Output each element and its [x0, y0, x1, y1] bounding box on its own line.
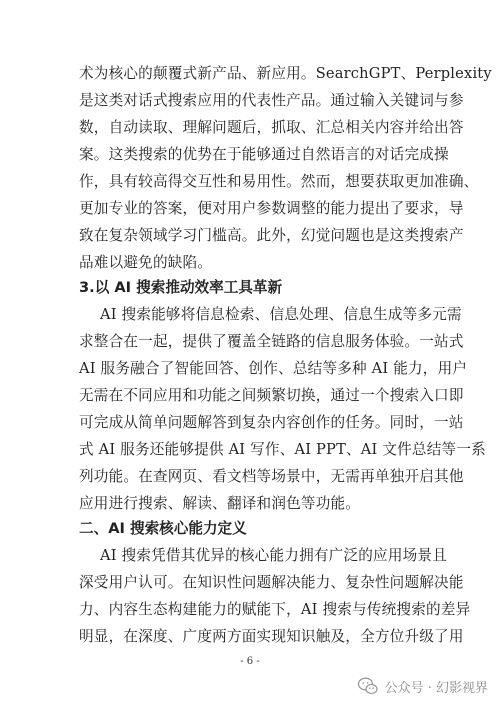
page-number: - 6 -	[240, 656, 260, 667]
wechat-icon	[357, 675, 379, 697]
paragraph3-line-2: 深受用户认可。在知识性问题解决能力、复杂性问题解决能	[79, 574, 464, 591]
paragraph2-line-5: 可完成从简单问题解答到复杂内容创作的任务。同时，一站	[79, 414, 464, 431]
paragraph1-line-2: 是这类对话式搜索应用的代表性产品。通过输入关键词与参	[79, 92, 464, 109]
watermark-text: 公众号 · 幻影视界	[384, 680, 488, 696]
paragraph2-line-8: 应用进行搜索、解读、翻译和润色等功能。	[79, 495, 361, 512]
paragraph1-line-4: 案。这类搜索的优势在于能够通过自然语言的对话完成操	[79, 146, 449, 163]
paragraph1-line-1: 术为核心的颠覆式新产品、新应用。SearchGPT、Perplexity	[79, 65, 492, 82]
paragraph2-line-3: AI 服务融合了智能回答、创作、总结等多种 AI 能力，用户	[79, 360, 468, 377]
paragraph2-line-6: 式 AI 服务还能够提供 AI 写作、AI PPT、AI 文件总结等一系	[79, 441, 486, 458]
paragraph1-line-3: 数，自动读取、理解问题后，抓取、汇总相关内容并给出答	[79, 119, 464, 136]
paragraph2-line-4: 无需在不同应用和功能之间频繁切换，通过一个搜索入口即	[79, 387, 464, 404]
paragraph2-line-2: 求整合在一起，提供了覆盖全链路的信息服务体验。一站式	[79, 333, 464, 350]
section-heading-3: 3.以 AI 搜索推动效率工具革新	[79, 279, 283, 296]
paragraph1-line-7: 致在复杂领域学习门槛高。此外，幻觉问题也是这类搜索产	[79, 227, 464, 244]
paragraph2-line-1: AI 搜索能够将信息检索、信息处理、信息生成等多元需	[100, 306, 462, 323]
paragraph3-line-3: 力、内容生态构建能力的赋能下，AI 搜索与传统搜索的差异	[79, 601, 471, 618]
paragraph1-line-6: 更加专业的答案，便对用户参数调整的能力提出了要求，导	[79, 200, 464, 217]
paragraph3-line-4: 明显，在深度、广度两方面实现知识触及，全方位升级了用	[79, 628, 464, 645]
paragraph1-line-5: 作，具有较高得交互性和易用性。然而，想要获取更加准确、	[79, 173, 479, 190]
paragraph1-line-8: 品难以避免的缺陷。	[79, 254, 213, 271]
paragraph2-line-7: 列功能。在查网页、看文档等场景中，无需再单独开启其他	[79, 468, 464, 485]
section-heading-2: 二、AI 搜索核心能力定义	[79, 520, 247, 537]
watermark	[357, 675, 488, 697]
paragraph3-line-1: AI 搜索凭借其优异的核心能力拥有广泛的应用场景且	[100, 547, 448, 564]
